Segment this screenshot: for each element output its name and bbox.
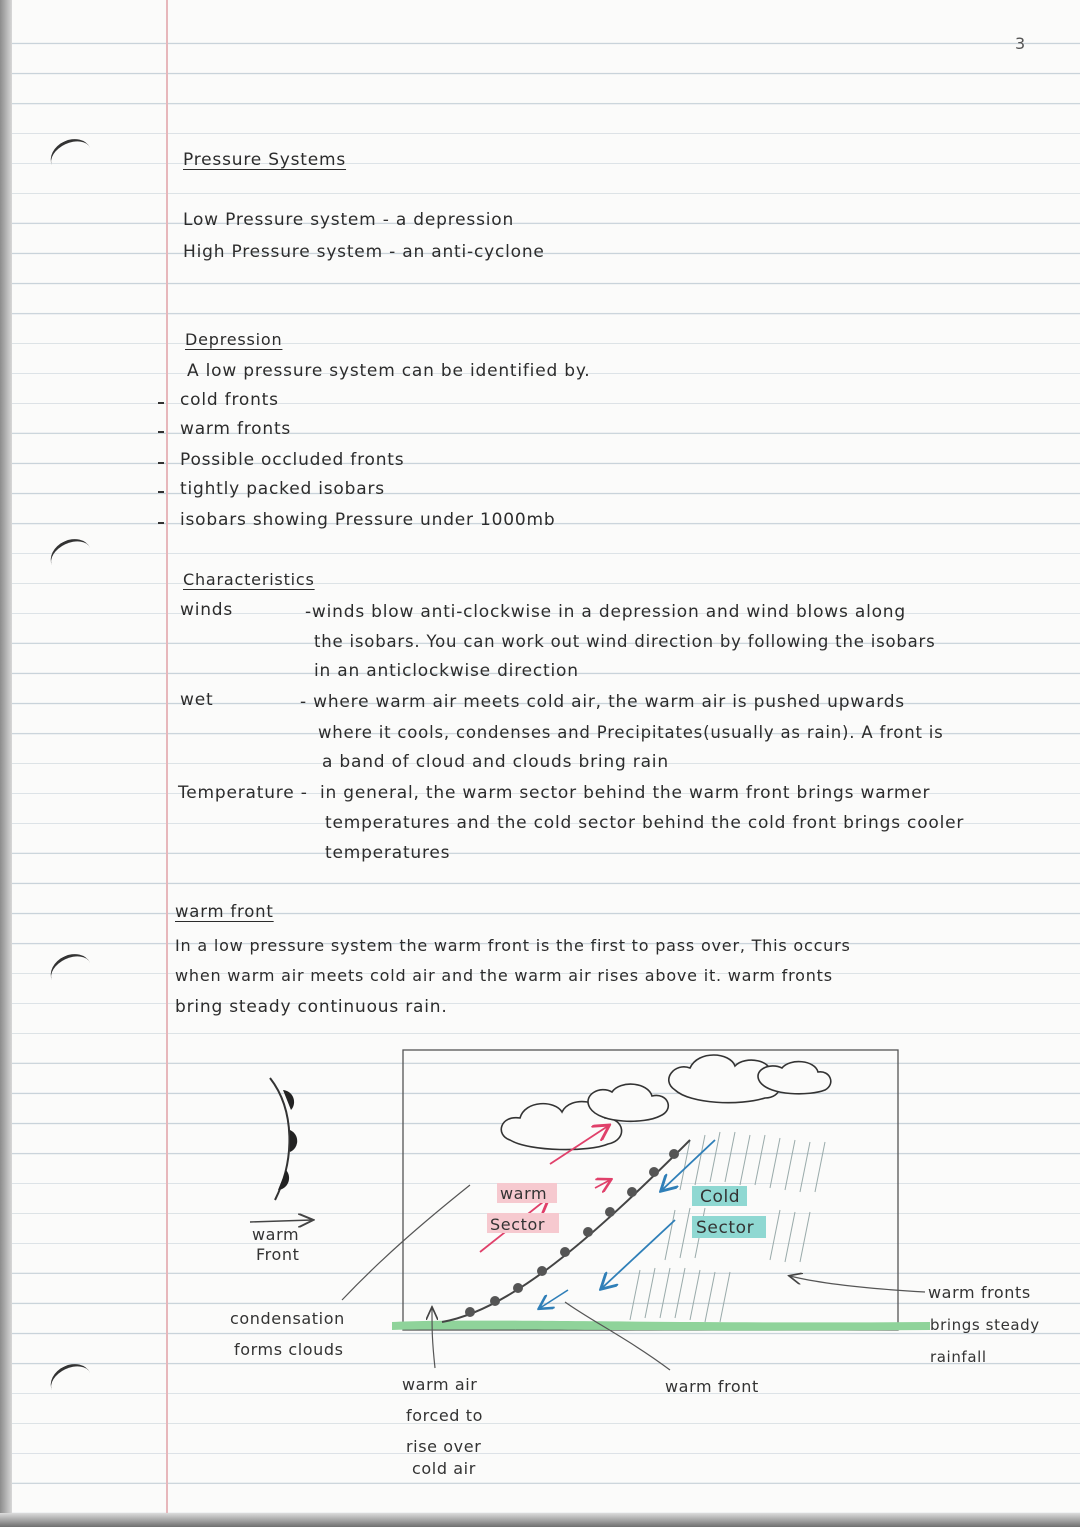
winds-label: winds — [180, 600, 234, 620]
warm-front-text: In a low pressure system the warm front is the first to pass over, This occurs — [175, 936, 851, 955]
warm-front-symbol-icon — [270, 1078, 297, 1200]
depression-intro: A low pressure system can be identified by. — [187, 361, 591, 381]
condensation-label: condensation — [230, 1309, 345, 1328]
condensation-label: forms clouds — [234, 1340, 344, 1359]
definition-line: High Pressure system - an anti-cyclone — [183, 242, 545, 262]
winds-text: -winds blow anti-clockwise in a depression and wind blows along — [305, 602, 906, 622]
rainfall-label: rainfall — [930, 1348, 987, 1366]
warm-air-arrow-icon — [595, 1180, 610, 1188]
depression-item: Possible occluded fronts — [180, 450, 405, 470]
rainfall-label: brings steady — [930, 1316, 1040, 1334]
warm-front-heading: warm front — [175, 902, 274, 921]
warm-air-label: rise over — [406, 1437, 482, 1456]
temperature-text: temperatures — [325, 843, 451, 863]
warm-front-diagram — [170, 1040, 1070, 1490]
cold-sector-label: Cold — [700, 1187, 741, 1207]
symbol-label: warm — [252, 1225, 300, 1244]
depression-item: tightly packed isobars — [180, 479, 385, 499]
margin-line — [166, 0, 168, 1527]
warm-sector-label: Sector — [490, 1215, 546, 1234]
depression-item: warm fronts — [180, 419, 292, 439]
bullet-dash — [158, 491, 164, 493]
warm-air-label: cold air — [412, 1459, 476, 1478]
warm-air-label: forced to — [406, 1406, 483, 1425]
cold-air-arrow-icon — [540, 1290, 568, 1308]
page-number: 3 — [1015, 34, 1026, 53]
rainfall-label: warm fronts — [928, 1283, 1031, 1302]
wet-text: where it cools, condenses and Precipitates(usually as rain). A front is — [318, 723, 944, 742]
depression-heading: Depression — [185, 330, 283, 349]
page-title: Pressure Systems — [183, 150, 347, 170]
temperature-text: temperatures and the cold sector behind the cold front brings cooler — [325, 813, 965, 833]
symbol-label: Front — [256, 1245, 300, 1264]
warm-front-text: bring steady continuous rain. — [175, 997, 448, 1017]
page-bottom-shadow — [0, 1513, 1080, 1527]
pointer-line — [432, 1308, 435, 1368]
warm-front-text: when warm air meets cold air and the warm air rises above it. warm fronts — [175, 966, 833, 985]
bullet-dash — [158, 431, 164, 433]
bullet-dash — [158, 522, 164, 524]
pointer-line — [565, 1302, 670, 1370]
page-edge-shadow — [0, 0, 12, 1527]
winds-text: the isobars. You can work out wind direction by following the isobars — [314, 632, 936, 651]
pointer-line — [342, 1185, 470, 1300]
bullet-dash — [158, 462, 164, 464]
warm-sector-label: warm — [500, 1184, 548, 1203]
cloud-icon — [501, 1055, 831, 1150]
warm-front-label: warm front — [665, 1377, 759, 1396]
arrow-icon — [250, 1220, 312, 1222]
cold-sector-label: Sector — [696, 1218, 755, 1238]
definition-line: Low Pressure system - a depression — [183, 210, 515, 230]
winds-text: in an anticlockwise direction — [314, 661, 579, 681]
bullet-dash — [158, 402, 164, 404]
ground-strip — [392, 1321, 930, 1331]
pointer-line — [790, 1276, 925, 1292]
temperature-label: Temperature - — [178, 783, 308, 803]
wet-text: a band of cloud and clouds bring rain — [322, 752, 669, 772]
temperature-text: in general, the warm sector behind the warm front brings warmer — [320, 783, 931, 803]
depression-item: isobars showing Pressure under 1000mb — [180, 510, 556, 530]
characteristics-heading: Characteristics — [183, 570, 315, 589]
warm-air-label: warm air — [402, 1375, 478, 1394]
wet-label: wet — [180, 690, 214, 710]
wet-text: - where warm air meets cold air, the warm air is pushed upwards — [300, 692, 905, 712]
depression-item: cold fronts — [180, 390, 279, 410]
